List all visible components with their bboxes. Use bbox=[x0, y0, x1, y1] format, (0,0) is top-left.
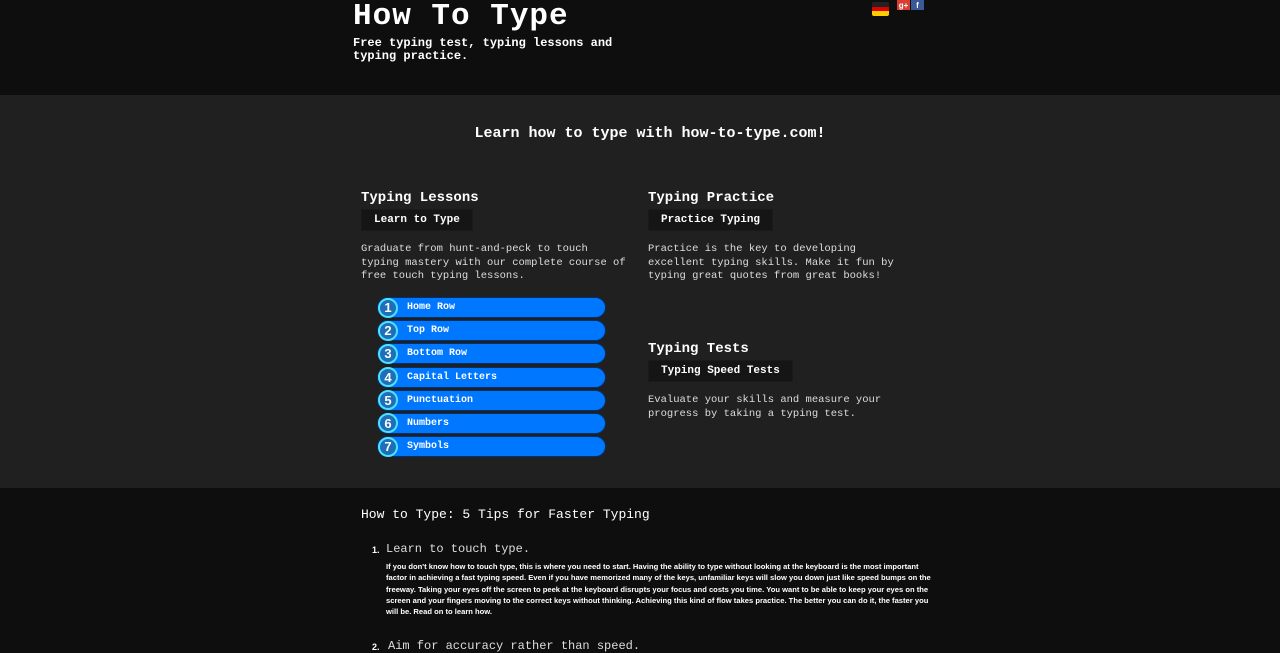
lesson-label: Bottom Row bbox=[407, 348, 468, 360]
google-plus-icon[interactable]: g+ bbox=[898, 0, 909, 10]
lesson-symbols[interactable] bbox=[377, 436, 606, 457]
section-description: Graduate from hunt-and-peck to touch typing mastery with our complete course of free touch typing lessons. bbox=[361, 243, 626, 282]
practice-typing-button[interactable]: Practice Typing bbox=[648, 209, 773, 231]
number-badge: 6 bbox=[378, 413, 398, 433]
tips-title: How to Type: 5 Tips for Faster Typing bbox=[361, 507, 650, 522]
tip-item bbox=[372, 639, 931, 653]
tests-section bbox=[648, 341, 918, 421]
lesson-bottom-row[interactable] bbox=[377, 343, 606, 364]
number-badge: 4 bbox=[378, 367, 398, 387]
tip-body: If you don't know how to touch type, this is where you need to start. Having the ability to type without looking at the keyboard is the most important factor in achieving a fast typing speed. Even if you have memorized many of the keys, unfamiliar keys will slow you down just like speed bumps on the freeway. Taking your eyes off the screen to peek at the keyboard disrupts your focus and costs you time. You want to be able to keep your eyes on the screen and your fingers moving to the correct keys without thinking. Achieving this kind of flow takes practice. The better you can do it, the faster you will be. Read on to learn how. bbox=[386, 562, 931, 617]
german-flag-icon[interactable] bbox=[872, 2, 889, 16]
lesson-label: Home Row bbox=[407, 302, 456, 313]
section-title: Typing Lessons bbox=[361, 190, 479, 206]
learn-to-type-button[interactable]: Learn to Type bbox=[361, 209, 473, 231]
lesson-label: Numbers bbox=[407, 417, 450, 429]
lesson-home-row[interactable] bbox=[377, 297, 606, 318]
section-description: Evaluate your skills and measure your progress by taking a typing test. bbox=[648, 394, 882, 420]
facebook-icon[interactable]: f bbox=[911, 0, 924, 10]
lesson-top-row[interactable] bbox=[377, 320, 606, 341]
main-section bbox=[0, 95, 1280, 488]
number-badge: 7 bbox=[378, 437, 398, 457]
lesson-label: Punctuation bbox=[407, 394, 474, 406]
site-header bbox=[0, 0, 1280, 95]
lesson-numbers[interactable] bbox=[377, 413, 606, 434]
tip-item bbox=[372, 542, 931, 639]
lessons-section bbox=[361, 190, 631, 284]
number-badge: 2 bbox=[378, 321, 398, 341]
number-badge: 5 bbox=[378, 390, 398, 410]
headline: Learn how to type with how-to-type.com! bbox=[474, 125, 826, 142]
tagline: Free typing test, typing lessons and typing practice. bbox=[353, 36, 613, 63]
lesson-punctuation[interactable] bbox=[377, 390, 606, 411]
site-logo[interactable]: How To Type bbox=[353, 0, 569, 34]
number-badge: 3 bbox=[378, 344, 398, 364]
lesson-capital-letters[interactable] bbox=[377, 367, 606, 388]
tip-number: 1. bbox=[372, 545, 380, 555]
lesson-label: Top Row bbox=[407, 325, 450, 337]
tip-title: Aim for accuracy rather than speed. bbox=[388, 639, 641, 653]
section-title: Typing Tests bbox=[648, 341, 749, 357]
tip-title: Learn to touch type. bbox=[386, 542, 531, 556]
section-title: Typing Practice bbox=[648, 190, 775, 206]
number-badge: 1 bbox=[378, 298, 398, 318]
tips-section bbox=[361, 507, 931, 653]
lesson-label: Symbols bbox=[407, 441, 450, 453]
typing-speed-tests-button[interactable]: Typing Speed Tests bbox=[648, 360, 793, 382]
lesson-list bbox=[377, 297, 606, 459]
practice-section bbox=[648, 190, 918, 284]
lesson-label: Capital Letters bbox=[407, 371, 498, 383]
tip-number: 2. bbox=[372, 642, 380, 653]
section-description: Practice is the key to developing excellent typing skills. Make it fun by typing great quotes from great books! bbox=[648, 243, 894, 282]
